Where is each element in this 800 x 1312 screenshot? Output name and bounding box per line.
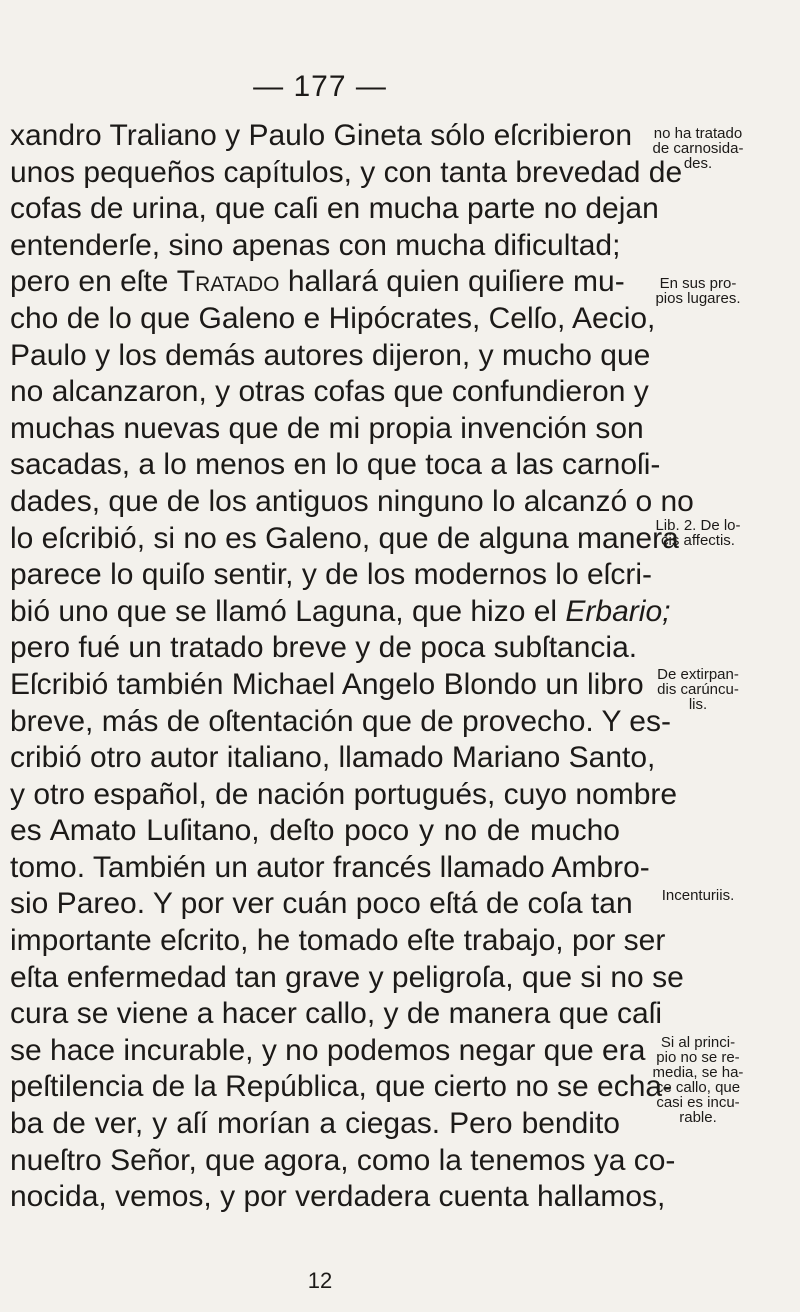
margin-note-line: dis carúncu-	[657, 681, 739, 698]
margin-note-line: no ha tratado	[653, 125, 743, 142]
text-line: dades, que de los antiguos ninguno lo alcanzó o no	[10, 484, 694, 518]
text-line: ba de ver, y aſí morían a ciegas. Pero bendito	[10, 1107, 620, 1141]
text-line: cura se viene a hacer callo, y de manera que caſi	[10, 997, 663, 1031]
text-line: cofas de urina, que caſi en mucha parte no dejan	[10, 192, 659, 226]
signature-mark: 12	[307, 1268, 333, 1293]
text-line: sacadas, a lo menos en lo que toca a las carnoſi-	[10, 448, 661, 482]
margin-note-line: Lib. 2. De lo-	[655, 517, 741, 534]
text-segment: pero en eſte	[10, 265, 177, 299]
margin-note-line: Si al princi-	[660, 1034, 736, 1051]
margin-note-line: De extirpan-	[657, 666, 739, 683]
margin-note	[628, 667, 768, 712]
text-line	[10, 594, 671, 631]
margin-note-line: de carnosida-	[652, 140, 744, 157]
margin-note	[628, 126, 768, 171]
text-line: importante eſcrito, he tomado eſte trabajo, por ser	[10, 924, 666, 958]
text-line: breve, más de oſtentación que de provecho. Y es-	[10, 704, 671, 738]
main-text	[10, 118, 694, 1216]
margin-note	[628, 1035, 768, 1125]
text-line: y otro español, de nación portugués, cuyo nombre	[10, 777, 678, 811]
margin-note-line: pios lugares.	[655, 290, 741, 307]
text-line	[10, 264, 625, 301]
text-line: entenderſe, sino apenas con mucha dificultad;	[10, 228, 621, 262]
text-segment: hallará quien quiſiere mu-	[279, 265, 625, 299]
text-line: Paulo y los demás autores dijeron, y mucho que	[10, 338, 651, 372]
text-line: sio Pareo. Y por ver cuán poco eſtá de coſa tan	[10, 887, 633, 921]
text-line: xandro Traliano y Paulo Gineta sólo eſcribieron	[10, 119, 633, 152]
margin-note-line: pio no se re-	[656, 1049, 740, 1066]
text-line: pero fué un tratado breve y de poca subſtancia.	[10, 631, 638, 665]
text-line: Eſcribió también Michael Angelo Blondo un libro	[10, 667, 644, 701]
small-caps-word: Tratado	[176, 265, 280, 299]
text-line: cho de lo que Galeno e Hipócrates, Celſo, Aecio,	[10, 301, 656, 335]
text-line: cribió otro autor italiano, llamado Mariano Santo,	[10, 741, 656, 775]
margin-note-line: casi es incu-	[656, 1094, 740, 1111]
text-line: lo eſcribió, si no es Galeno, que de alguna manera	[10, 521, 679, 555]
margin-note	[628, 888, 768, 903]
margin-note	[628, 518, 768, 548]
page-number: — 177 —	[253, 70, 387, 103]
margin-note-line: Incenturiis.	[661, 887, 735, 904]
text-line: tomo. También un autor francés llamado Ambro-	[10, 850, 650, 884]
text-line: muchas nuevas que de mi propia invención son	[10, 411, 644, 445]
text-line: parece lo quiſo sentir, y de los modernos lo eſcri-	[10, 558, 652, 592]
text-segment: bió uno que se llamó Laguna, que hizo el	[10, 594, 566, 628]
text-line: no alcanzaron, y otras cofas que confundieron y	[10, 375, 649, 409]
margin-note-line: ce callo, que	[655, 1079, 741, 1096]
text-line: nocida, vemos, y por verdadera cuenta hallamos,	[10, 1180, 666, 1214]
text-line: unos pequeños capítulos, y con tanta brevedad de	[10, 155, 683, 189]
text-line: es Amato Luſitano, deſto poco y no de mucho	[10, 814, 620, 848]
text-line: peſtilencia de la República, que cierto no se echa-	[10, 1070, 673, 1104]
margin-note-line: media, se ha-	[652, 1064, 744, 1081]
margin-note-line: rable.	[679, 1109, 717, 1126]
text-line: eſta enfermedad tan grave y peligroſa, que si no se	[10, 960, 684, 994]
italic-title: Erbario;	[565, 594, 671, 628]
text-line: se hace incurable, y no podemos negar que era	[10, 1033, 646, 1067]
text-line: nueſtro Señor, que agora, como la tenemos ya co-	[10, 1143, 676, 1177]
margin-note	[628, 276, 768, 306]
margin-note-line: En sus pro-	[659, 275, 737, 292]
margin-note-line: des.	[683, 155, 713, 172]
margin-note-line: lis.	[688, 696, 708, 713]
margin-note-line: cis affectis.	[661, 532, 735, 549]
